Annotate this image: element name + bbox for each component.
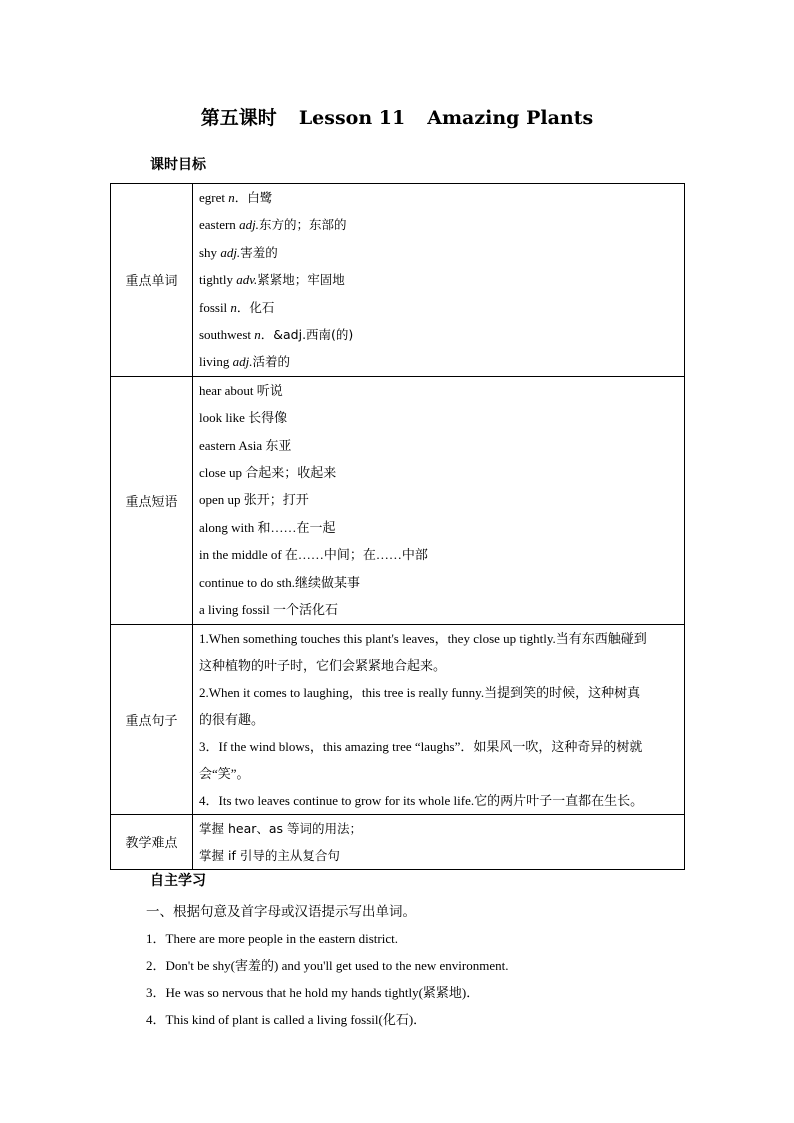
sentence-line: 4．Its two leaves continue to grow for its whole life.它的两片叶子一直都在生长。 (199, 792, 644, 808)
word-item: shy adj.害羞的 (199, 244, 278, 260)
word-item: living adj.活着的 (199, 354, 290, 370)
exercise-item: 4．This kind of plant is called a living fossil(化石)． (146, 1012, 427, 1027)
difficulty-item: 掌握 if 引导的主从复合句 (199, 847, 340, 863)
sentence-line: 3．If the wind blows，this amazing tree “laughs”．如果风一吹，这种奇异的树就 (199, 738, 643, 754)
exercise-item: 1．There are more people in the eastern district. (146, 931, 398, 946)
word-item: tightly adv.紧紧地；牢固地 (199, 272, 345, 288)
lesson-title: Lesson 11 (298, 107, 406, 129)
phrase-item: along with 和……在一起 (199, 519, 336, 535)
phrase-item: eastern Asia 东亚 (199, 437, 292, 453)
phrase-item: continue to do sth.继续做某事 (199, 574, 361, 590)
objectives-table (110, 183, 685, 870)
word-item: fossil n．化石 (199, 299, 275, 315)
table-row-words (111, 184, 685, 377)
sentence-line: 2.When it comes to laughing，this tree is really funny.当提到笑的时候，这种树真 (199, 684, 641, 700)
sentence-line: 的很有趣。 (199, 711, 265, 727)
content-cell (193, 814, 685, 869)
lesson-name: Amazing Plants (427, 107, 594, 129)
objectives-heading: 课时目标 (150, 157, 206, 173)
category-cell: 重点短语 (111, 376, 193, 624)
phrase-item: close up 合起来；收起来 (199, 465, 337, 481)
word-item: egret n．白鹭 (199, 190, 273, 205)
difficulty-item: 掌握 hear、as 等词的用法； (199, 820, 363, 836)
exercise-item: 3．He was so nervous that he hold my hands tightly(紧紧地)． (146, 985, 480, 1000)
category-cell: 教学难点 (111, 814, 193, 869)
sentence-line: 这种植物的叶子时，它们会紧紧地合起来。 (199, 657, 447, 673)
lesson-number: 第五课时 (200, 107, 277, 129)
table-row-difficulties (111, 814, 685, 869)
page-title (0, 103, 794, 130)
exercise-item: 2．Don't be shy(害羞的) and you'll get used to the new environment. (146, 958, 509, 973)
phrase-item: open up 张开；打开 (199, 492, 309, 508)
content-cell (193, 376, 685, 624)
table-row-phrases (111, 376, 685, 624)
self-study-heading: 自主学习 (150, 873, 206, 889)
content-cell (193, 624, 685, 814)
category-cell: 重点句子 (111, 624, 193, 814)
phrase-item: look like 长得像 (199, 410, 288, 426)
category-cell: 重点单词 (111, 184, 193, 377)
exercise-instruction: 一、根据句意及首字母或汉语提示写出单词。 (146, 904, 416, 920)
phrase-item: hear about 听说 (199, 382, 283, 398)
sentence-line: 会“笑”。 (199, 765, 250, 781)
word-item: southwest n．&adj.西南(的) (199, 327, 354, 343)
phrase-item: in the middle of 在……中间；在……中部 (199, 547, 428, 563)
table-row-sentences (111, 624, 685, 814)
word-item: eastern adj.东方的；东部的 (199, 217, 347, 233)
sentence-line: 1.When something touches this plant's leaves，they close up tightly.当有东西触碰到 (199, 630, 647, 646)
phrase-item: a living fossil 一个活化石 (199, 602, 339, 618)
content-cell (193, 184, 685, 377)
